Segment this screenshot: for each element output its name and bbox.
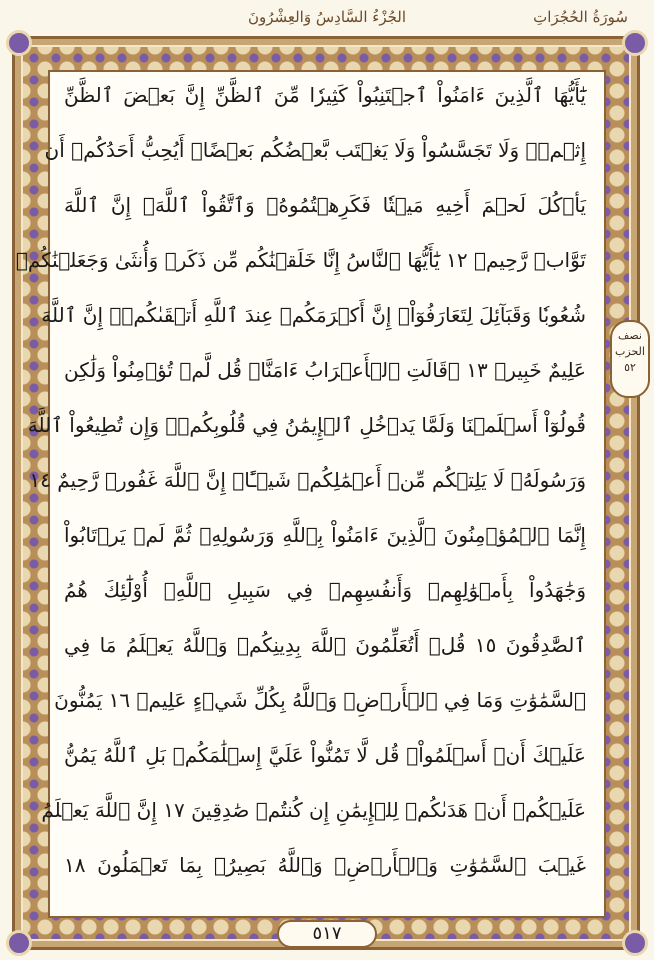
verse-line: عَلَيۡكَ أَنۡ أَسۡلَمُواْۖ قُل لَّا تَمُنُّواْ عَلَيَّ إِسۡلَٰمَكُمۖ بَلِ ٱللَّهُ يَمُنُّ [64, 743, 586, 767]
hizb-number: ٥٢ [624, 361, 636, 374]
verse-line: قُولُوٓاْ أَسۡلَمۡنَا وَلَمَّا يَدۡخُلِ ٱلۡإِيمَٰنُ فِي قُلُوبِكُمۡۖ وَإِن تُطِيعُواْ ٱللَّهَ [27, 413, 586, 437]
verse-line: ٱلصَّٰدِقُونَ ١٥ قُلۡ أَتُعَلِّمُونَ ٱللَّهَ بِدِينِكُمۡ وَٱللَّهُ يَعۡلَمُ مَا فِي [64, 633, 587, 657]
corner-ornament-icon [6, 930, 32, 956]
text-area [15, 70, 606, 918]
surah-name: سُورَةُ الحُجُرَاتِ [533, 8, 628, 26]
hizb-label: الحزب [615, 345, 645, 358]
verse-line: إِثۡمٞۖ وَلَا تَجَسَّسُواْ وَلَا يَغۡتَب بَّعۡضُكُم بَعۡضًاۚ أَيُحِبُّ أَحَدُكُمۡ أَن [44, 138, 586, 162]
verse-line: عَلَيۡكُمۡ أَنۡ هَدَىٰكُمۡ لِلۡإِيمَٰنِ إِن كُنتُمۡ صَٰدِقِينَ ١٧ إِنَّ ٱللَّهَ يَعۡلَمُ [41, 798, 586, 822]
page-header [0, 0, 654, 40]
verse-line: غَيۡبَ ٱلسَّمَٰوَٰتِ وَٱلۡأَرۡضِۚ وَٱللَّهُ بَصِيرُۢ بِمَا تَعۡمَلُونَ ١٨ [64, 853, 586, 877]
verse-line: إِنَّمَا ٱلۡمُؤۡمِنُونَ ٱلَّذِينَ ءَامَنُواْ بِٱللَّهِ وَرَسُولِهِۦ ثُمَّ لَمۡ يَرۡتَابُواْ [64, 523, 586, 547]
hizb-marker [610, 320, 650, 398]
hizb-fraction-label: نصف [618, 329, 642, 342]
verse-line: تَوَّابٞ رَّحِيمٞ ١٢ يَٰٓأَيُّهَا ٱلنَّاسُ إِنَّا خَلَقۡنَٰكُم مِّن ذَكَرٖ وَأُنثَىٰ وَجَعَلۡنَٰكُمۡ [15, 248, 586, 272]
juz-name: الجُزْءُ السَّادِسُ وَالعِشْرُونَ [247, 8, 407, 26]
verse-line: وَجَٰهَدُواْ بِأَمۡوَٰلِهِمۡ وَأَنفُسِهِمۡ فِي سَبِيلِ ٱللَّهِۚ أُوْلَٰٓئِكَ هُمُ [64, 578, 586, 602]
verse-line: ٱلسَّمَٰوَٰتِ وَمَا فِي ٱلۡأَرۡضِۚ وَٱللَّهُ بِكُلِّ شَيۡءٍ عَلِيمٞ ١٦ يَمُنُّونَ [54, 688, 586, 712]
page-number: ٥١٧ [277, 920, 377, 948]
corner-ornament-icon [6, 30, 32, 56]
verse-line: يَأۡكُلَ لَحۡمَ أَخِيهِ مَيۡتٗا فَكَرِهۡتُمُوهُۚ وَٱتَّقُواْ ٱللَّهَۚ إِنَّ ٱللَّهَ [64, 193, 586, 217]
verse-line: وَرَسُولَهُۥ لَا يَلِتۡكُم مِّنۡ أَعۡمَٰلِكُمۡ شَيۡـًٔاۚ إِنَّ ٱللَّهَ غَفُورٞ رَّحِيمٌ ١٤ [29, 468, 586, 492]
corner-ornament-icon [622, 930, 648, 956]
verse-line: يَٰٓأَيُّهَا ٱلَّذِينَ ءَامَنُواْ ٱجۡتَنِبُواْ كَثِيرٗا مِّنَ ٱلظَّنِّ إِنَّ بَعۡضَ ٱلظَّنِّ [64, 83, 586, 107]
verse-line: شُعُوبٗا وَقَبَآئِلَ لِتَعَارَفُوٓاْۚ إِنَّ أَكۡرَمَكُمۡ عِندَ ٱللَّهِ أَتۡقَىٰكُمۡۚ إِنَّ ٱللَّهَ [41, 303, 586, 327]
verse-line: عَلِيمٌ خَبِيرٞ ١٣ ۞قَالَتِ ٱلۡأَعۡرَابُ ءَامَنَّاۖ قُل لَّمۡ تُؤۡمِنُواْ وَلَٰكِن [64, 358, 586, 382]
corner-ornament-icon [622, 30, 648, 56]
